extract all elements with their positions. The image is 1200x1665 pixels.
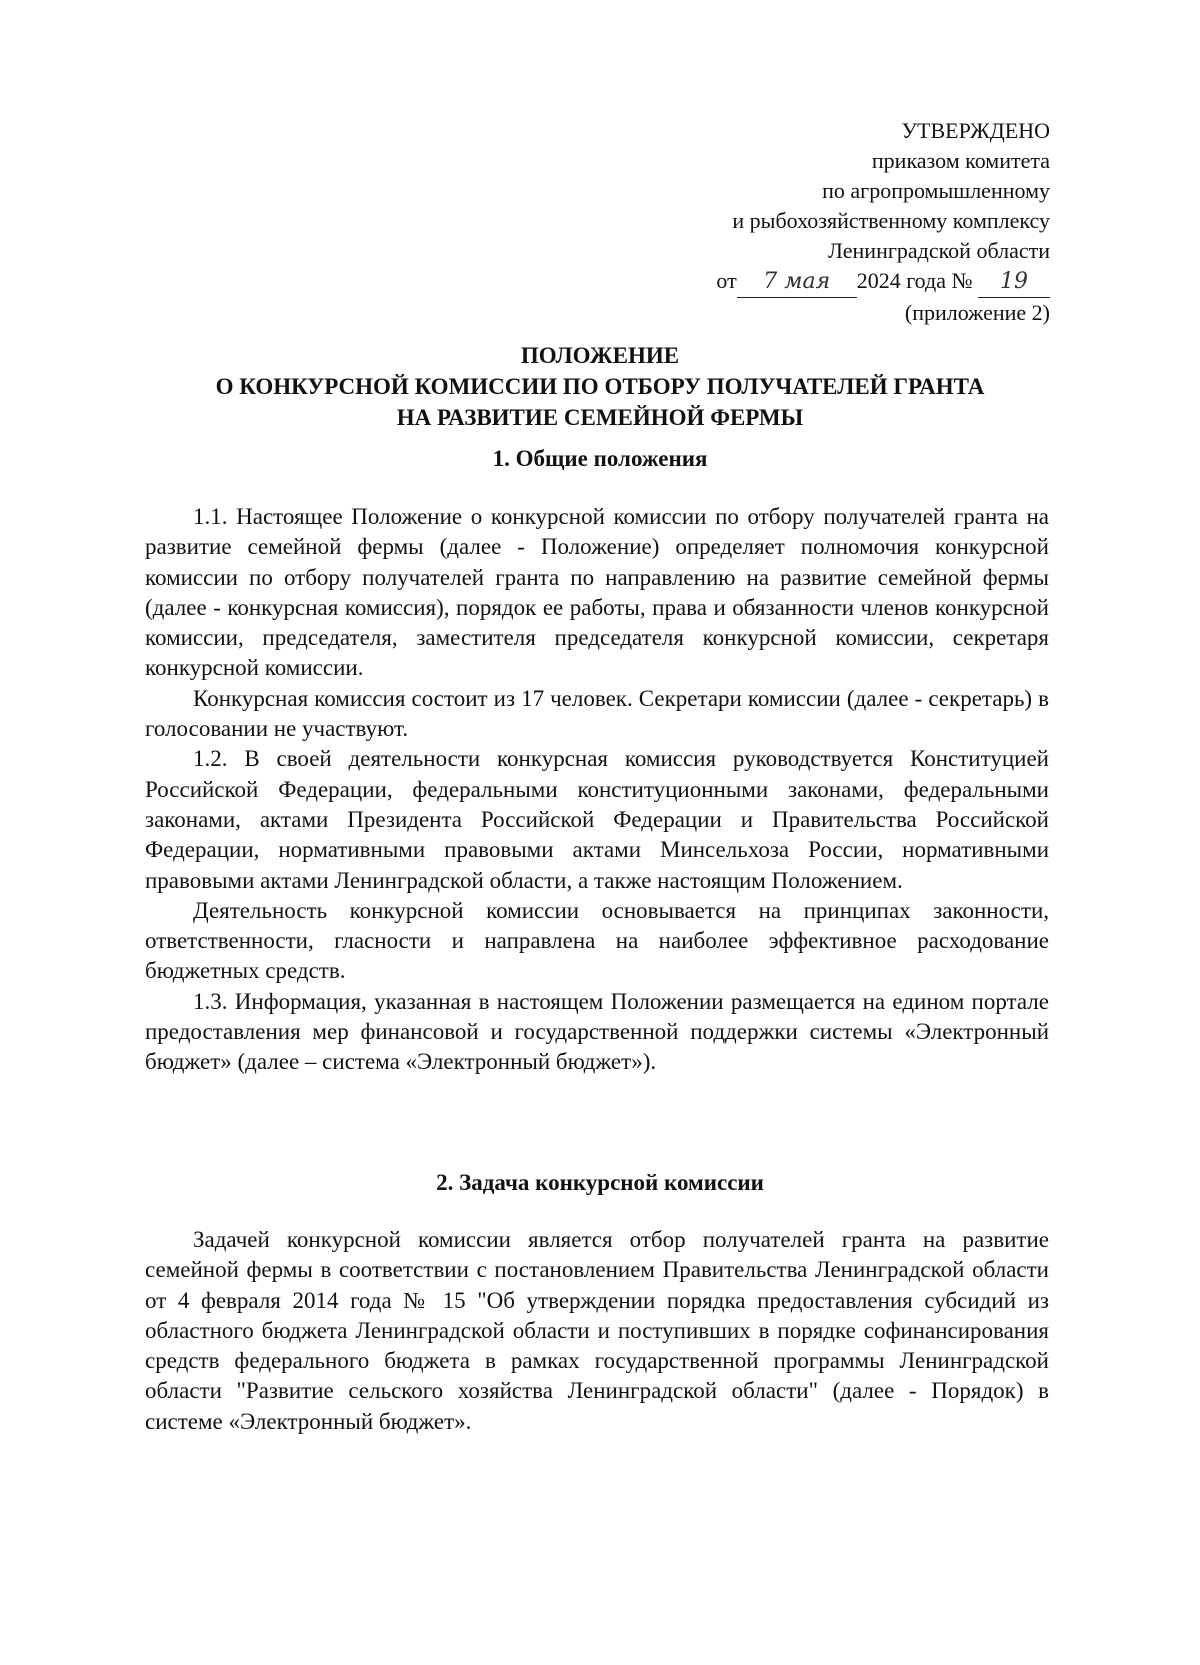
- title-line: ПОЛОЖЕНИЕ: [520, 343, 680, 368]
- approval-line: и рыбохозяйственному комплексу: [732, 208, 1050, 233]
- approval-line: по агропромышленному: [822, 178, 1050, 203]
- title-line: О КОНКУРСНОЙ КОМИССИИ ПО ОТБОРУ ПОЛУЧАТЕЛЕЙ ГРАНТА: [215, 374, 985, 399]
- handwritten-number: 19: [978, 267, 1050, 298]
- section-2-heading: 2. Задача конкурсной комиссии: [436, 1170, 764, 1195]
- approval-heading: УТВЕРЖДЕНО: [901, 118, 1050, 143]
- approval-line: Ленинградской области: [828, 238, 1050, 263]
- handwritten-date: 7 мая: [737, 267, 857, 298]
- document-title: [100, 340, 1100, 433]
- paragraph: Деятельность конкурсной комиссии основывается на принципах законности, ответственности, гласности и направлена на наиболее эффективное расходование бюджетных средств.: [145, 897, 1049, 984]
- appendix-label: (приложение 2): [904, 300, 1050, 325]
- date-year: 2024 года №: [856, 268, 973, 293]
- title-line: НА РАЗВИТИЕ СЕМЕЙНОЙ ФЕРМЫ: [396, 405, 804, 430]
- paragraph: 1.1. Настоящее Положение о конкурсной комиссии по отбору получателей гранта на развитие семейной фермы (далее - Положение) определяет полномочия конкурсной комиссии по отбору получателей гранта по направлению на развитие семейной фермы (далее - конкурсная комиссия), порядок ее работы, права и обязанности членов конкурсной комиссии, председателя, заместителя председателя конкурсной комиссии, секретаря конкурсной комиссии.: [145, 504, 1049, 681]
- paragraph: 1.3. Информация, указанная в настоящем Положении размещается на едином портале предоставления мер финансовой и государственной поддержки системы «Электронный бюджет» (далее – система «Электронный бюджет»).: [145, 988, 1049, 1075]
- date-prefix: от: [716, 268, 737, 293]
- section-1-body: [145, 502, 1049, 1078]
- approval-line: приказом комитета: [871, 148, 1050, 173]
- section-1-heading: 1. Общие положения: [492, 446, 708, 471]
- approval-date-line: [716, 266, 1050, 298]
- paragraph: Задачей конкурсной комиссии является отбор получателей гранта на развитие семейной фермы в соответствии с постановлением Правительства Ленинградской области от 4 февраля 2014 года № 15 "Об утверждении порядка предоставления субсидий из областного бюджета Ленинградской области и поступивших в порядке софинансирования средств федерального бюджета в рамках государственной программы Ленинградской области "Развитие сельского хозяйства Ленинградской области" (далее - Порядок) в системе «Электронный бюджет».: [145, 1227, 1049, 1434]
- paragraph: Конкурсная комиссия состоит из 17 человек. Секретари комиссии (далее - секретарь) в голосовании не участвуют.: [145, 685, 1049, 742]
- paragraph: 1.2. В своей деятельности конкурсная комиссия руководствуется Конституцией Российской Федерации, федеральными конституционными законами, федеральными законами, актами Президента Российской Федерации и Правительства Российской Федерации, нормативными правовыми актами Минсельхоза России, нормативными правовыми актами Ленинградской области, а также настоящим Положением.: [145, 746, 1049, 893]
- approval-block: [716, 116, 1050, 328]
- section-2-body: [145, 1225, 1049, 1437]
